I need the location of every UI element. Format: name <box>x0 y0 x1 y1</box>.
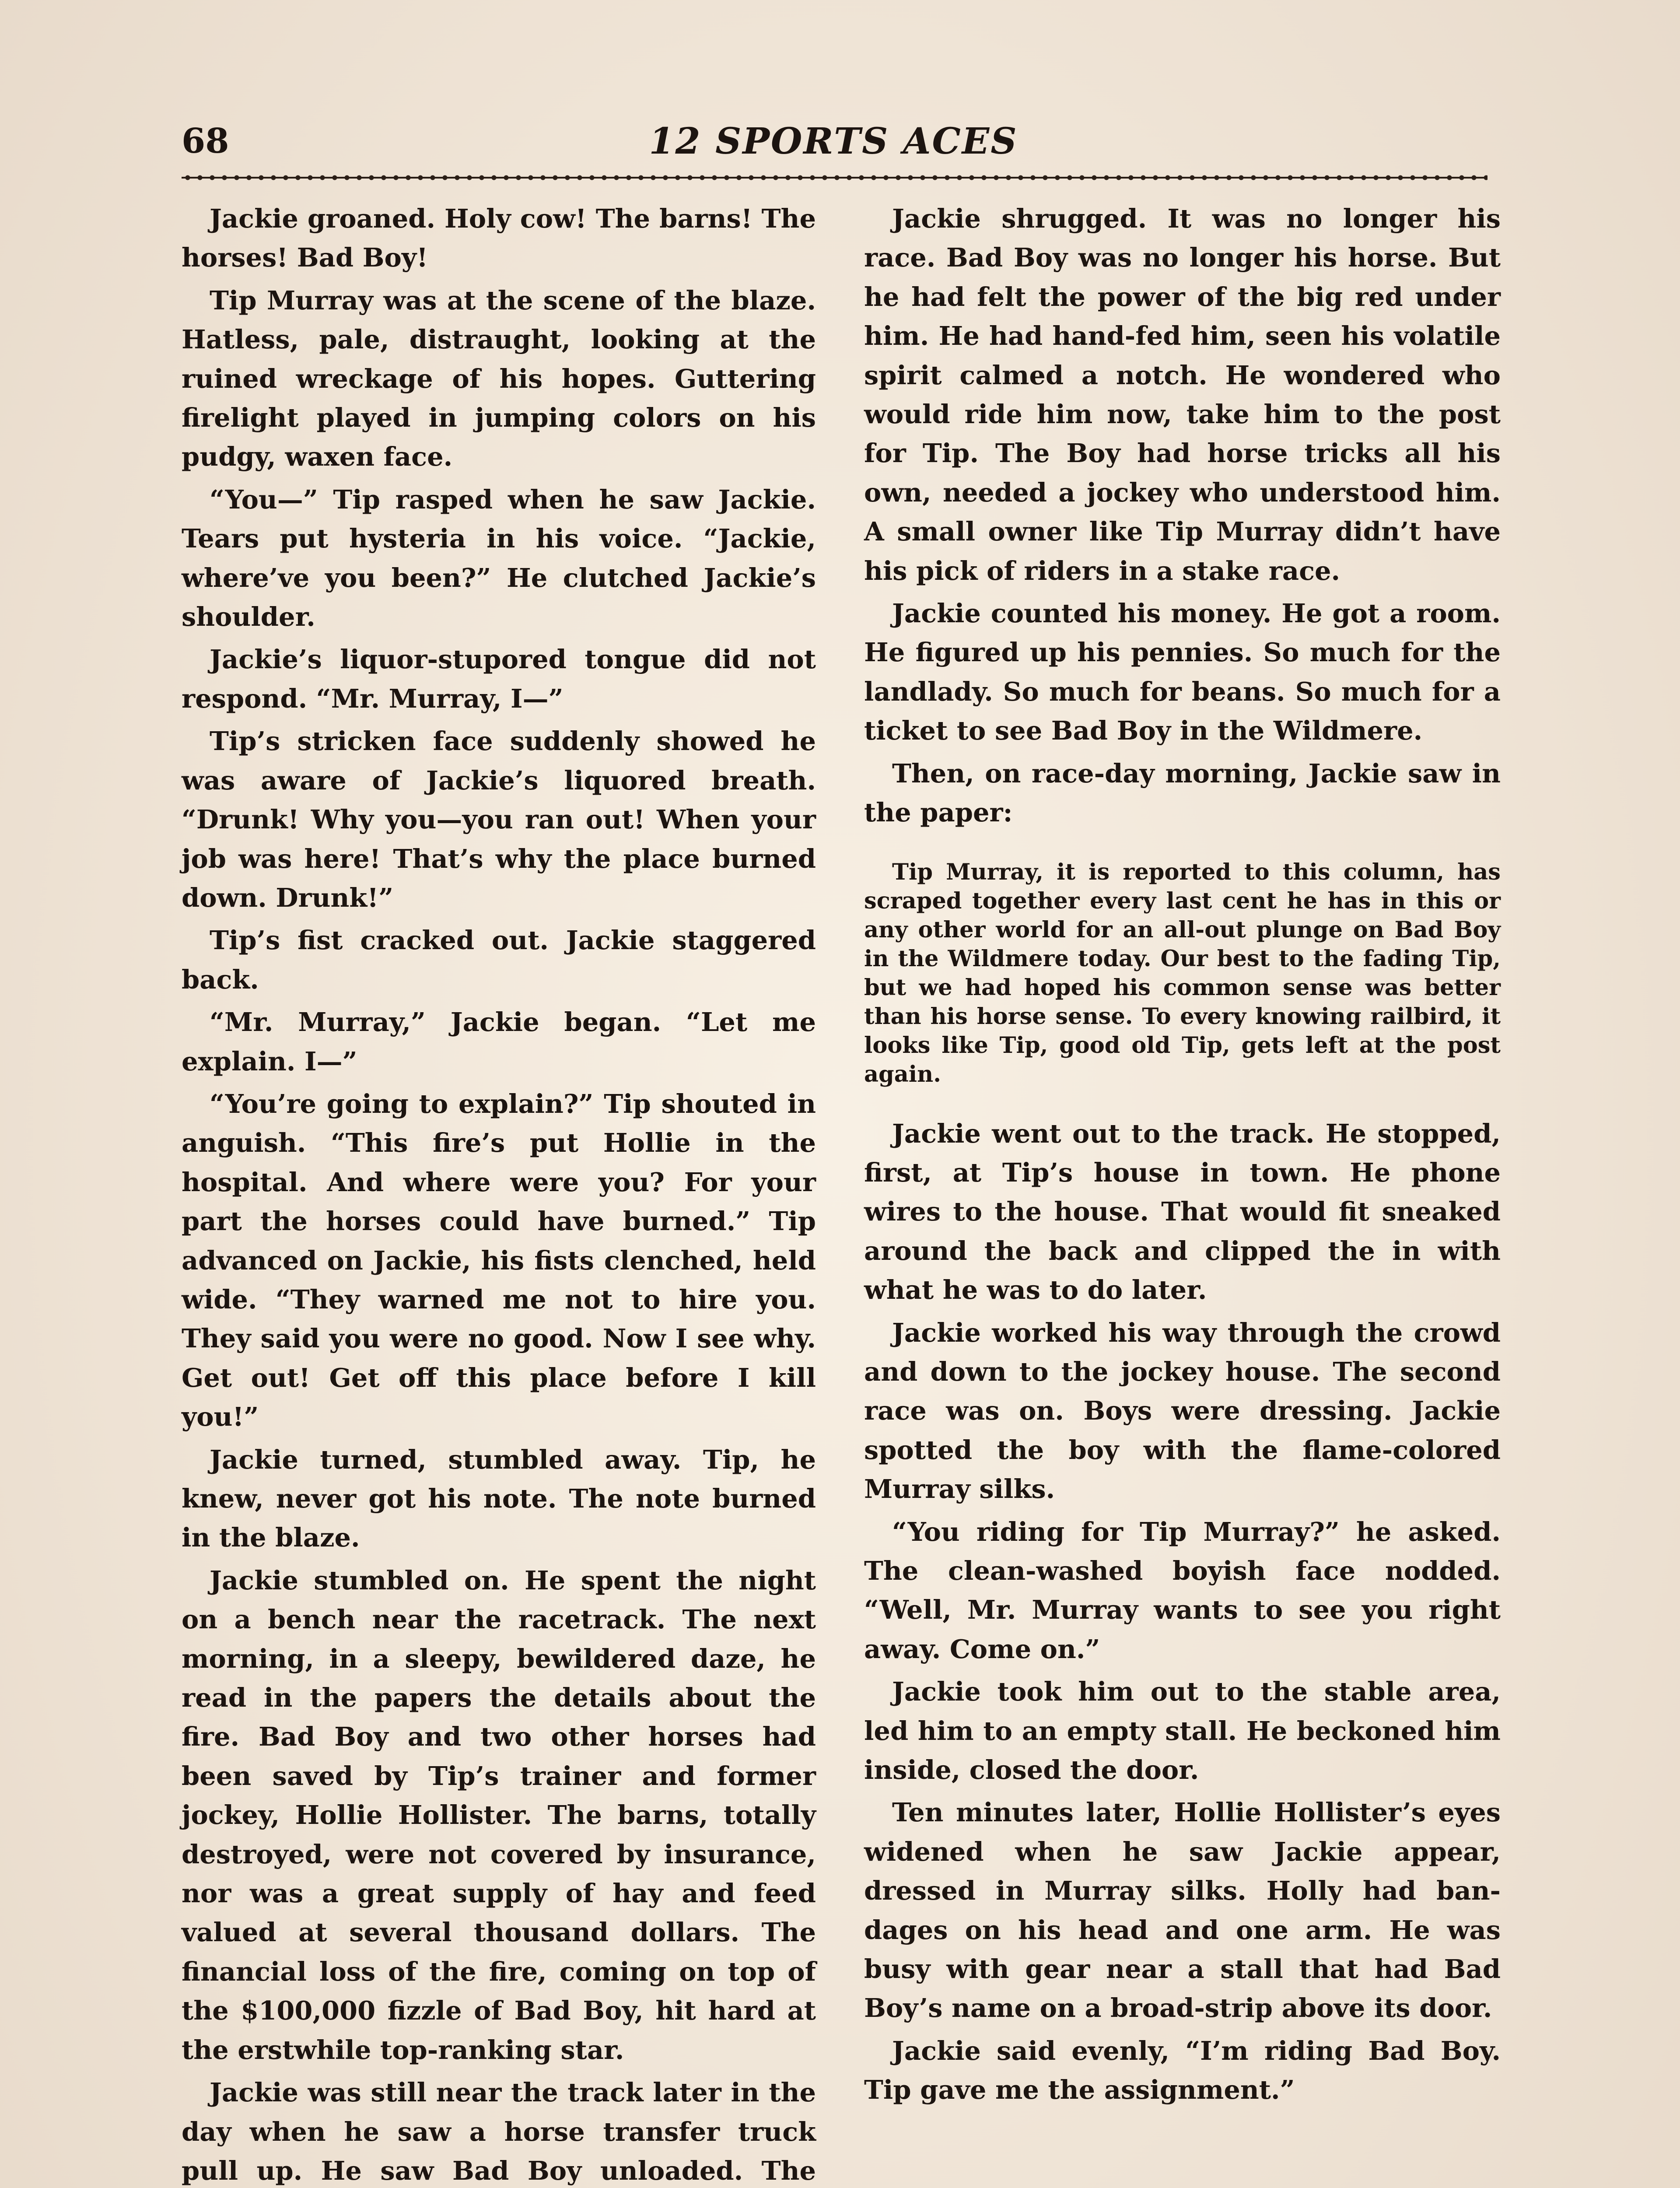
paragraph: Tip Murray was at the scene of the blaze. Hatless, pale, distraught, looking at the ruined wreckage of his hopes. Guttering firelight played in jumping colors on his pudgy, waxen face. <box>182 285 816 472</box>
paragraph: Jackie was still near the track later in the day when he saw a horse transfer truck pull up. He saw Bad Boy unloaded. The <box>182 2077 816 2186</box>
paragraph: Jackie turned, stumbled away. Tip, he knew, never got his note. The note burned in the blaze. <box>182 1444 816 1553</box>
page-number: 68 <box>182 121 229 161</box>
paragraph: Jackie shrugged. It was no longer his race. Bad Boy was no longer his horse. But he had felt the power of the big red under him. He had hand-fed him, seen his volatile spirit calmed a notch. He wondered who would ride him now, take him to the post for Tip. The Boy had horse tricks all his own, needed a jockey who understood him. A small owner like Tip Murray didn’t have his pick of riders in a stake race. <box>864 203 1501 586</box>
paragraph: “Mr. Murray,” Jackie began. “Let me explain. I—” <box>182 1007 816 1076</box>
paragraph: Jackie groaned. Holy cow! The barns! The horses! Bad Boy! <box>182 203 816 273</box>
paragraph: Tip’s stricken face suddenly showed he was aware of Jackie’s liquored breath. “Drunk! Why you—you ran out! When your job was here! That’s why the place burned down. Drunk!” <box>182 726 816 913</box>
right-column <box>864 199 1501 2113</box>
paragraph: Ten minutes later, Hollie Hollister’s eyes widened when he saw Jackie appear, dressed in Murray silks. Holly had bandages on his head and one arm. He was busy with gear near a stall that had Bad Boy’s name on a broad-strip above its door. <box>864 1797 1501 2023</box>
newspaper-quote: Tip Murray, it is reported to this column, has scraped together every last cent he has in this or any other world for an all-out plunge on Bad Boy in the Wildmere today. Our best to the fading Tip, but we had hoped his common sense was better than his horse sense. To every knowing railbird, it looks like Tip, good old Tip, gets left at the post again. <box>864 859 1501 1087</box>
paragraph: “You’re going to explain?” Tip shouted in anguish. “This fire’s put Hollie in the hospital. And where were you? For your part the horses could have burned.” Tip advanced on Jackie, his fists clenched, held wide. “They warned me not to hire you. They said you were no good. Now I see why. Get out! Get off this place before I kill you!” <box>182 1088 816 1432</box>
paragraph: Jackie counted his money. He got a room. He figured up his pennies. So much for the landlady. So much for beans. So much for a ticket to see Bad Boy in the Wildmere. <box>864 598 1501 746</box>
paragraph: Jackie went out to the track. He stopped, first, at Tip’s house in town. He phone wires to the house. That would fit sneaked around the back and clipped the in with what he was to do later. <box>864 1118 1501 1305</box>
paragraph: Jackie stumbled on. He spent the night on a bench near the racetrack. The next morning, in a sleepy, bewildered daze, he read in the papers the details about the fire. Bad Boy and two other horses had been saved by Tip’s trainer and former jockey, Hollie Hollister. The barns, totally destroyed, were not covered by insurance, nor was a great supply of hay and feed valued at several thousand dollars. The financial loss of the fire, coming on top of the $100,000 fizzle of Bad Boy, hit hard at the erstwhile top-ranking star. <box>182 1565 816 2065</box>
paragraph: “You—” Tip rasped when he saw Jackie. Tears put hysteria in his voice. “Jackie, where’ve you been?” He clutched Jackie’s shoulder. <box>182 484 816 632</box>
paragraph: Then, on race-day morning, Jackie saw in the paper: <box>864 758 1501 828</box>
left-column <box>182 199 816 2188</box>
paragraph: Jackie worked his way through the crowd and down to the jockey house. The second race was on. Boys were dressing. Jackie spotted the boy with the flame-colored Murray silks. <box>864 1317 1501 1504</box>
paragraph: Jackie took him out to the stable area, led him to an empty stall. He beckoned him inside, closed the door. <box>864 1676 1501 1785</box>
paragraph: Jackie said evenly, “I’m riding Bad Boy. Tip gave me the assignment.” <box>864 2035 1501 2105</box>
page-header <box>182 117 1485 165</box>
paragraph: Jackie’s liquor-stupored tongue did not respond. “Mr. Murray, I—” <box>182 644 816 714</box>
paragraph: “You riding for Tip Murray?” he asked. The clean-washed boyish face nodded. “Well, Mr. Murray wants to see you right away. Come on.” <box>864 1516 1501 1664</box>
header-divider <box>182 173 1488 182</box>
running-title: 12 SPORTS ACES <box>649 120 1018 162</box>
paragraph: Tip’s fist cracked out. Jackie staggered back. <box>182 925 816 995</box>
